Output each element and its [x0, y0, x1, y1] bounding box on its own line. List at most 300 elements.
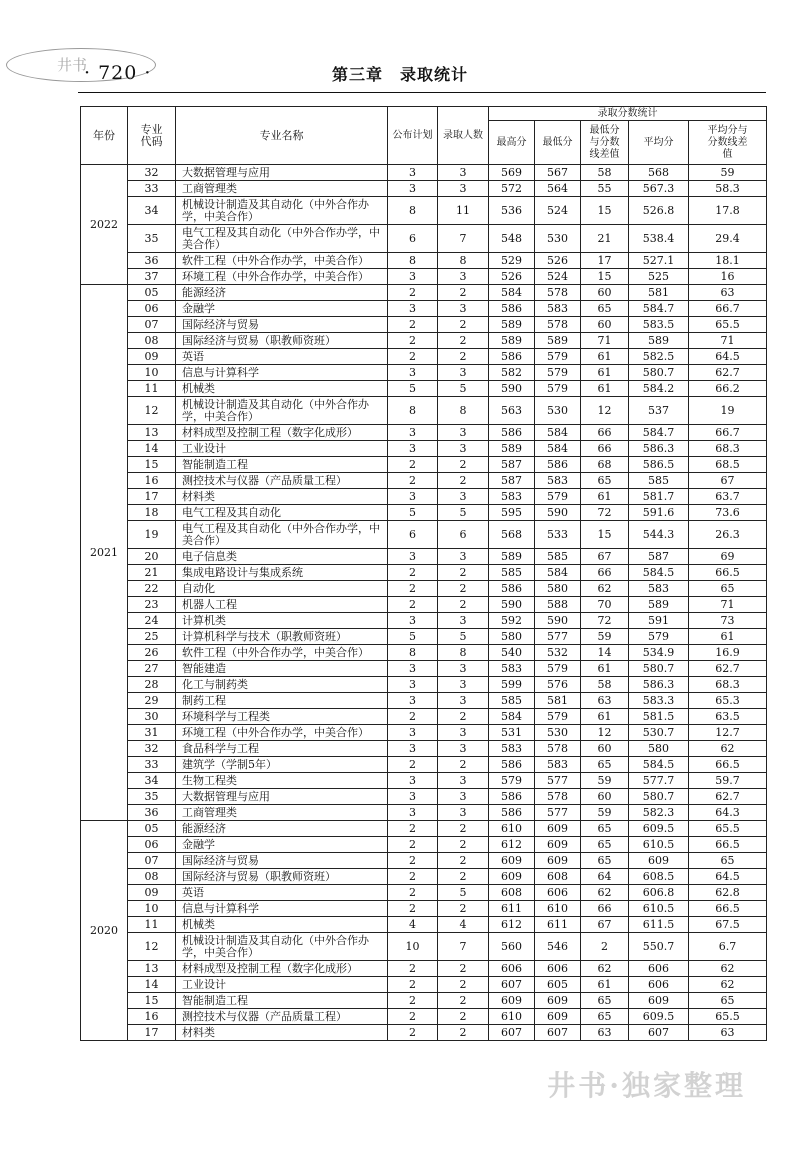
cell-max: 595 [489, 505, 535, 521]
cell-min-diff: 65 [581, 301, 629, 317]
cell-name: 英语 [176, 349, 388, 365]
cell-min: 609 [535, 837, 581, 853]
cell-admitted: 5 [438, 505, 489, 521]
cell-avg: 580.7 [629, 789, 689, 805]
cell-min-diff: 63 [581, 693, 629, 709]
cell-min: 584 [535, 441, 581, 457]
cell-plan: 2 [388, 821, 438, 837]
cell-avg-diff: 66.5 [689, 757, 767, 773]
cell-plan: 2 [388, 333, 438, 349]
cell-plan: 3 [388, 613, 438, 629]
cell-name: 软件工程（中外合作办学，中美合作） [176, 253, 388, 269]
cell-plan: 2 [388, 993, 438, 1009]
cell-max: 586 [489, 805, 535, 821]
cell-admitted: 2 [438, 853, 489, 869]
cell-name: 国际经济与贸易 [176, 317, 388, 333]
cell-name: 材料成型及控制工程（数字化成形） [176, 961, 388, 977]
table-row [81, 693, 767, 709]
cell-plan: 3 [388, 789, 438, 805]
table-row [81, 885, 767, 901]
cell-admitted: 3 [438, 441, 489, 457]
stamp-text: 井书 [57, 56, 88, 74]
cell-admitted: 3 [438, 365, 489, 381]
cell-name: 机器人工程 [176, 597, 388, 613]
cell-max: 609 [489, 853, 535, 869]
cell-plan: 2 [388, 853, 438, 869]
cell-min: 586 [535, 457, 581, 473]
cell-code: 23 [128, 597, 176, 613]
cell-name: 计算机类 [176, 613, 388, 629]
cell-min-diff: 58 [581, 165, 629, 181]
cell-avg: 584.5 [629, 757, 689, 773]
cell-avg: 589 [629, 333, 689, 349]
cell-code: 15 [128, 457, 176, 473]
cell-min-diff: 62 [581, 581, 629, 597]
cell-plan: 2 [388, 457, 438, 473]
cell-avg-diff: 66.5 [689, 837, 767, 853]
table-row [81, 917, 767, 933]
header-plan: 公布计划 [388, 107, 438, 165]
cell-plan: 3 [388, 441, 438, 457]
cell-min: 606 [535, 961, 581, 977]
cell-min-diff: 63 [581, 1025, 629, 1041]
cell-avg-diff: 63 [689, 285, 767, 301]
cell-min-diff: 61 [581, 489, 629, 505]
cell-avg: 582.5 [629, 349, 689, 365]
cell-name: 食品科学与工程 [176, 741, 388, 757]
cell-min: 530 [535, 225, 581, 253]
watermark: 井书·独家整理 [547, 1069, 746, 1102]
cell-min-diff: 65 [581, 993, 629, 1009]
cell-code: 19 [128, 521, 176, 549]
cell-name: 电气工程及其自动化 [176, 505, 388, 521]
cell-name: 工业设计 [176, 977, 388, 993]
cell-min-diff: 67 [581, 549, 629, 565]
cell-plan: 3 [388, 549, 438, 565]
table-row [81, 381, 767, 397]
cell-avg-diff: 65 [689, 581, 767, 597]
cell-code: 11 [128, 381, 176, 397]
table-row [81, 821, 767, 837]
cell-plan: 3 [388, 741, 438, 757]
cell-min-diff: 15 [581, 269, 629, 285]
cell-avg: 586.3 [629, 677, 689, 693]
table-row [81, 789, 767, 805]
table-row [81, 597, 767, 613]
cell-plan: 10 [388, 933, 438, 961]
cell-max: 536 [489, 197, 535, 225]
cell-avg-diff: 62.7 [689, 661, 767, 677]
cell-avg-diff: 64.5 [689, 349, 767, 365]
cell-min: 577 [535, 629, 581, 645]
cell-avg-diff: 66.5 [689, 901, 767, 917]
cell-min: 577 [535, 773, 581, 789]
table-row [81, 489, 767, 505]
cell-min-diff: 12 [581, 397, 629, 425]
cell-avg-diff: 66.2 [689, 381, 767, 397]
cell-min-diff: 66 [581, 565, 629, 581]
cell-max: 540 [489, 645, 535, 661]
cell-code: 08 [128, 333, 176, 349]
cell-max: 583 [489, 489, 535, 505]
cell-name: 测控技术与仪器（产品质量工程） [176, 1009, 388, 1025]
cell-min-diff: 60 [581, 789, 629, 805]
cell-admitted: 4 [438, 917, 489, 933]
cell-name: 电气工程及其自动化（中外合作办学，中美合作） [176, 225, 388, 253]
cell-avg-diff: 71 [689, 333, 767, 349]
cell-admitted: 2 [438, 1025, 489, 1041]
cell-min: 580 [535, 581, 581, 597]
table-row [81, 629, 767, 645]
cell-min: 532 [535, 645, 581, 661]
cell-avg: 586.3 [629, 441, 689, 457]
cell-name: 能源经济 [176, 285, 388, 301]
cell-min: 590 [535, 505, 581, 521]
cell-min-diff: 65 [581, 853, 629, 869]
cell-min-diff: 66 [581, 441, 629, 457]
cell-avg: 544.3 [629, 521, 689, 549]
cell-avg-diff: 19 [689, 397, 767, 425]
cell-avg-diff: 67 [689, 473, 767, 489]
cell-admitted: 3 [438, 489, 489, 505]
cell-admitted: 2 [438, 993, 489, 1009]
cell-name: 机械设计制造及其自动化（中外合作办学，中美合作） [176, 397, 388, 425]
cell-admitted: 2 [438, 757, 489, 773]
cell-avg: 537 [629, 397, 689, 425]
cell-admitted: 3 [438, 425, 489, 441]
cell-code: 05 [128, 821, 176, 837]
cell-avg: 584.7 [629, 425, 689, 441]
cell-code: 28 [128, 677, 176, 693]
cell-code: 07 [128, 853, 176, 869]
cell-code: 16 [128, 473, 176, 489]
cell-avg: 567.3 [629, 181, 689, 197]
cell-min: 578 [535, 789, 581, 805]
table-row [81, 457, 767, 473]
cell-avg-diff: 73 [689, 613, 767, 629]
cell-min: 610 [535, 901, 581, 917]
table-row [81, 317, 767, 333]
cell-avg-diff: 62 [689, 977, 767, 993]
cell-min-diff: 62 [581, 961, 629, 977]
table-row [81, 757, 767, 773]
cell-min-diff: 61 [581, 709, 629, 725]
cell-avg-diff: 62 [689, 741, 767, 757]
cell-min-diff: 55 [581, 181, 629, 197]
cell-avg: 577.7 [629, 773, 689, 789]
cell-min-diff: 61 [581, 661, 629, 677]
cell-avg: 611.5 [629, 917, 689, 933]
cell-name: 智能制造工程 [176, 993, 388, 1009]
cell-admitted: 6 [438, 521, 489, 549]
cell-code: 21 [128, 565, 176, 581]
cell-max: 579 [489, 773, 535, 789]
cell-avg: 583 [629, 581, 689, 597]
cell-avg: 581.7 [629, 489, 689, 505]
cell-admitted: 3 [438, 613, 489, 629]
cell-min: 583 [535, 757, 581, 773]
cell-plan: 8 [388, 197, 438, 225]
cell-min-diff: 65 [581, 757, 629, 773]
cell-plan: 2 [388, 869, 438, 885]
cell-plan: 3 [388, 425, 438, 441]
cell-avg-diff: 29.4 [689, 225, 767, 253]
cell-plan: 3 [388, 661, 438, 677]
cell-admitted: 5 [438, 885, 489, 901]
table-row [81, 549, 767, 565]
table-row [81, 993, 767, 1009]
header-score-group: 录取分数统计 [489, 107, 767, 121]
cell-admitted: 3 [438, 661, 489, 677]
cell-min-diff: 62 [581, 885, 629, 901]
table-row [81, 977, 767, 993]
cell-code: 34 [128, 773, 176, 789]
table-row [81, 645, 767, 661]
cell-min-diff: 67 [581, 917, 629, 933]
cell-plan: 2 [388, 837, 438, 853]
cell-min: 533 [535, 521, 581, 549]
table-row [81, 741, 767, 757]
cell-code: 12 [128, 933, 176, 961]
cell-code: 29 [128, 693, 176, 709]
cell-min-diff: 71 [581, 333, 629, 349]
cell-plan: 2 [388, 901, 438, 917]
cell-admitted: 3 [438, 301, 489, 317]
cell-code: 22 [128, 581, 176, 597]
cell-min-diff: 58 [581, 677, 629, 693]
cell-min: 581 [535, 693, 581, 709]
table-row [81, 837, 767, 853]
cell-avg-diff: 66.5 [689, 565, 767, 581]
cell-min: 609 [535, 821, 581, 837]
cell-name: 国际经济与贸易（职教师资班） [176, 869, 388, 885]
table-row [81, 725, 767, 741]
cell-max: 529 [489, 253, 535, 269]
cell-plan: 2 [388, 885, 438, 901]
cell-min-diff: 64 [581, 869, 629, 885]
cell-min-diff: 2 [581, 933, 629, 961]
cell-name: 环境科学与工程类 [176, 709, 388, 725]
table-row [81, 473, 767, 489]
cell-name: 金融学 [176, 837, 388, 853]
cell-code: 37 [128, 269, 176, 285]
cell-max: 585 [489, 693, 535, 709]
cell-admitted: 2 [438, 597, 489, 613]
cell-min: 590 [535, 613, 581, 629]
cell-plan: 2 [388, 581, 438, 597]
cell-avg: 534.9 [629, 645, 689, 661]
cell-max: 586 [489, 757, 535, 773]
cell-code: 35 [128, 789, 176, 805]
cell-name: 信息与计算科学 [176, 901, 388, 917]
cell-avg: 591.6 [629, 505, 689, 521]
cell-avg-diff: 58.3 [689, 181, 767, 197]
cell-admitted: 7 [438, 933, 489, 961]
cell-name: 机械设计制造及其自动化（中外合作办学，中美合作） [176, 933, 388, 961]
cell-admitted: 3 [438, 789, 489, 805]
cell-name: 英语 [176, 885, 388, 901]
cell-name: 机械类 [176, 381, 388, 397]
header-avg: 平均分 [629, 121, 689, 165]
cell-min-diff: 12 [581, 725, 629, 741]
cell-avg-diff: 62.8 [689, 885, 767, 901]
cell-avg: 579 [629, 629, 689, 645]
cell-plan: 6 [388, 521, 438, 549]
table-row [81, 181, 767, 197]
cell-avg: 582.3 [629, 805, 689, 821]
cell-min: 611 [535, 917, 581, 933]
table-row [81, 285, 767, 301]
cell-min: 524 [535, 197, 581, 225]
cell-name: 智能建造 [176, 661, 388, 677]
year-cell: 2021 [81, 285, 128, 821]
cell-plan: 3 [388, 805, 438, 821]
cell-name: 环境工程（中外合作办学，中美合作） [176, 269, 388, 285]
cell-avg-diff: 18.1 [689, 253, 767, 269]
cell-avg-diff: 68.3 [689, 441, 767, 457]
cell-plan: 2 [388, 597, 438, 613]
cell-min-diff: 59 [581, 805, 629, 821]
cell-avg: 609 [629, 853, 689, 869]
cell-avg: 568 [629, 165, 689, 181]
cell-avg: 591 [629, 613, 689, 629]
cell-min-diff: 61 [581, 977, 629, 993]
cell-avg-diff: 65.5 [689, 821, 767, 837]
table-body [81, 165, 767, 1041]
cell-max: 586 [489, 349, 535, 365]
table-row [81, 1009, 767, 1025]
cell-admitted: 2 [438, 1009, 489, 1025]
cell-plan: 3 [388, 165, 438, 181]
cell-avg: 606 [629, 977, 689, 993]
cell-min-diff: 59 [581, 629, 629, 645]
header-rule [78, 92, 766, 93]
cell-max: 589 [489, 441, 535, 457]
cell-min-diff: 60 [581, 285, 629, 301]
cell-min: 524 [535, 269, 581, 285]
cell-name: 自动化 [176, 581, 388, 597]
cell-code: 25 [128, 629, 176, 645]
cell-admitted: 2 [438, 709, 489, 725]
cell-min: 578 [535, 285, 581, 301]
cell-min: 578 [535, 741, 581, 757]
cell-min: 546 [535, 933, 581, 961]
cell-plan: 3 [388, 693, 438, 709]
cell-avg-diff: 63.7 [689, 489, 767, 505]
cell-plan: 3 [388, 677, 438, 693]
cell-name: 测控技术与仪器（产品质量工程） [176, 473, 388, 489]
table-row [81, 901, 767, 917]
cell-name: 工业设计 [176, 441, 388, 457]
cell-avg: 580.7 [629, 365, 689, 381]
cell-code: 34 [128, 197, 176, 225]
cell-avg: 580 [629, 741, 689, 757]
header-year: 年份 [81, 107, 128, 165]
cell-admitted: 8 [438, 397, 489, 425]
cell-name: 建筑学（学制5年） [176, 757, 388, 773]
cell-admitted: 2 [438, 349, 489, 365]
cell-admitted: 2 [438, 961, 489, 977]
cell-admitted: 2 [438, 821, 489, 837]
cell-avg: 525 [629, 269, 689, 285]
cell-max: 568 [489, 521, 535, 549]
cell-avg-diff: 68.5 [689, 457, 767, 473]
cell-min: 609 [535, 853, 581, 869]
cell-avg: 586.5 [629, 457, 689, 473]
cell-avg: 581.5 [629, 709, 689, 725]
cell-plan: 2 [388, 709, 438, 725]
table-row [81, 365, 767, 381]
cell-avg: 581 [629, 285, 689, 301]
table-row [81, 565, 767, 581]
cell-name: 机械类 [176, 917, 388, 933]
cell-admitted: 2 [438, 317, 489, 333]
cell-plan: 5 [388, 629, 438, 645]
cell-plan: 2 [388, 285, 438, 301]
cell-min: 579 [535, 365, 581, 381]
cell-plan: 3 [388, 365, 438, 381]
cell-name: 信息与计算科学 [176, 365, 388, 381]
cell-min-diff: 65 [581, 1009, 629, 1025]
table-row [81, 397, 767, 425]
cell-avg: 583.3 [629, 693, 689, 709]
cell-max: 592 [489, 613, 535, 629]
cell-max: 526 [489, 269, 535, 285]
cell-max: 590 [489, 597, 535, 613]
cell-avg: 526.8 [629, 197, 689, 225]
cell-min: 583 [535, 301, 581, 317]
cell-avg: 610.5 [629, 837, 689, 853]
cell-admitted: 3 [438, 269, 489, 285]
cell-max: 589 [489, 333, 535, 349]
cell-code: 32 [128, 741, 176, 757]
cell-code: 13 [128, 425, 176, 441]
cell-avg-diff: 62.7 [689, 365, 767, 381]
cell-code: 27 [128, 661, 176, 677]
cell-code: 16 [128, 1009, 176, 1025]
cell-plan: 2 [388, 565, 438, 581]
cell-max: 590 [489, 381, 535, 397]
cell-avg: 527.1 [629, 253, 689, 269]
cell-avg: 609.5 [629, 821, 689, 837]
cell-code: 14 [128, 441, 176, 457]
cell-code: 06 [128, 837, 176, 853]
table-row [81, 253, 767, 269]
cell-plan: 2 [388, 317, 438, 333]
cell-avg: 584.7 [629, 301, 689, 317]
table-row [81, 773, 767, 789]
cell-min-diff: 61 [581, 349, 629, 365]
cell-admitted: 2 [438, 565, 489, 581]
cell-avg: 608.5 [629, 869, 689, 885]
cell-min: 607 [535, 1025, 581, 1041]
table-row [81, 349, 767, 365]
cell-code: 36 [128, 805, 176, 821]
cell-max: 531 [489, 725, 535, 741]
cell-min-diff: 15 [581, 521, 629, 549]
cell-max: 587 [489, 473, 535, 489]
cell-max: 609 [489, 993, 535, 1009]
cell-plan: 6 [388, 225, 438, 253]
cell-avg-diff: 65.5 [689, 317, 767, 333]
cell-min: 584 [535, 425, 581, 441]
cell-avg-diff: 62 [689, 961, 767, 977]
table-row [81, 505, 767, 521]
cell-avg: 606.8 [629, 885, 689, 901]
cell-admitted: 2 [438, 977, 489, 993]
cell-admitted: 11 [438, 197, 489, 225]
cell-max: 548 [489, 225, 535, 253]
